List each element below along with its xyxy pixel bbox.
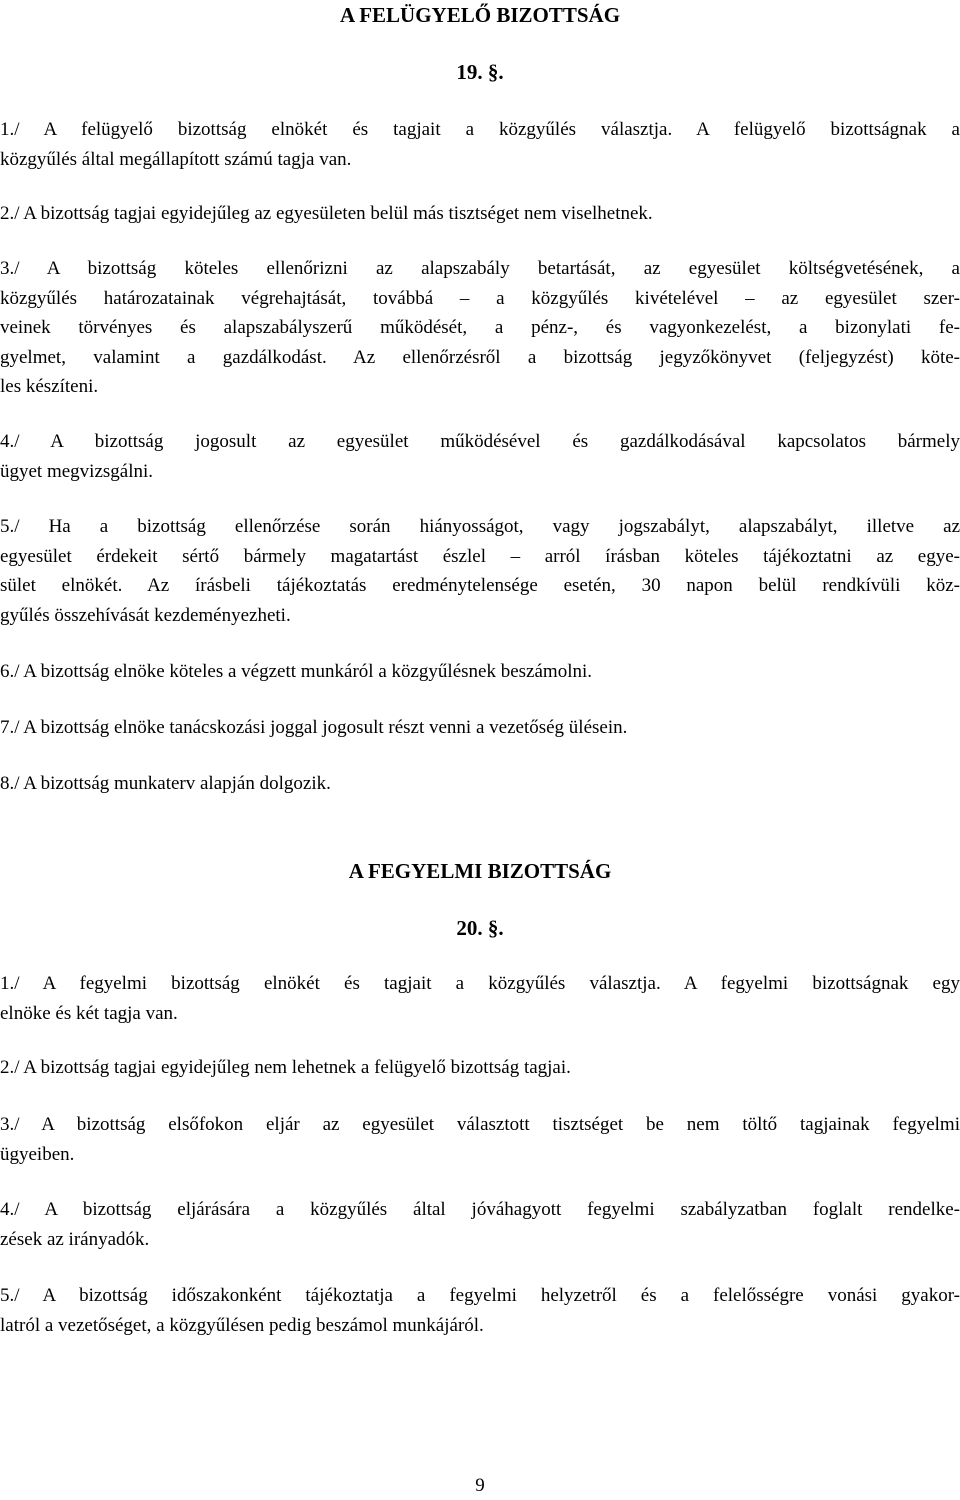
paragraph-19-1 bbox=[0, 115, 960, 174]
paragraph-line: 4./ A bizottság jogosult az egyesület működésével és gazdálkodásával kapcsolatos bármely bbox=[0, 431, 960, 452]
paragraph-20-5 bbox=[0, 1281, 960, 1340]
paragraph-19-3 bbox=[0, 254, 960, 402]
paragraph-19-7 bbox=[0, 713, 960, 743]
paragraph-line: les készíteni. bbox=[0, 376, 99, 397]
paragraph-line: ügyeiben. bbox=[0, 1143, 75, 1165]
section-number-19: 19. §. bbox=[456, 60, 504, 84]
paragraph-line: ügyet megvizsgálni. bbox=[0, 460, 154, 482]
paragraph-19-5 bbox=[0, 512, 960, 630]
paragraph-line: 4./ A bizottság eljárására a közgyűlés által jóváhagyott fegyelmi szabályzatban foglalt rendelke- bbox=[0, 1199, 960, 1220]
paragraph-20-2 bbox=[0, 1053, 960, 1083]
paragraph-line: 2./ A bizottság tagjai egyidejűleg nem lehetnek a felügyelő bizottság tagjai. bbox=[0, 1057, 571, 1078]
paragraph-20-1 bbox=[0, 969, 960, 1028]
paragraph-line: közgyűlés által megállapított számú tagja van. bbox=[0, 148, 352, 170]
paragraph-19-6 bbox=[0, 657, 960, 687]
paragraph-line: sület elnökét. Az írásbeli tájékoztatás eredménytelensége esetén, 30 napon belül rendkívüli köz- bbox=[0, 575, 960, 596]
paragraph-line: egyesület érdekeit sértő bármely magatartást észlel – arról írásban köteles tájékoztatni az egye- bbox=[0, 545, 960, 567]
paragraph-20-3 bbox=[0, 1110, 960, 1169]
paragraph-line: elnöke és két tagja van. bbox=[0, 1002, 178, 1024]
paragraph-line: 2./ A bizottság tagjai egyidejűleg az egyesületen belül más tisztséget nem viselhetnek. bbox=[0, 203, 653, 224]
paragraph-line: 6./ A bizottság elnöke köteles a végzett munkáról a közgyűlésnek beszámolni. bbox=[0, 661, 593, 682]
paragraph-line: 1./ A felügyelő bizottság elnökét és tagjait a közgyűlés választja. A felügyelő bizottságnak a bbox=[0, 119, 960, 140]
paragraph-line: 5./ A bizottság időszakonként tájékoztatja a fegyelmi helyzetről és a felelősségre vonási gyakor- bbox=[0, 1285, 960, 1306]
paragraph-line: gyelmet, valamint a gazdálkodást. Az ellenőrzésről a bizottság jegyzőkönyvet (feljegyzést) köte- bbox=[0, 346, 960, 368]
paragraph-line: 3./ A bizottság elsőfokon eljár az egyesület választott tisztséget be nem töltő tagjainak fegyelmi bbox=[0, 1114, 960, 1135]
paragraph-line: 1./ A fegyelmi bizottság elnökét és tagjait a közgyűlés választja. A fegyelmi bizottságnak egy bbox=[0, 973, 960, 994]
paragraph-20-4 bbox=[0, 1195, 960, 1254]
paragraph-line: 7./ A bizottság elnöke tanácskozási joggal jogosult részt venni a vezetőség ülésein. bbox=[0, 717, 628, 738]
section-number-20: 20. §. bbox=[456, 916, 504, 940]
paragraph-line: 3./ A bizottság köteles ellenőrizni az alapszabály betartását, az egyesület költségvetésének, a bbox=[0, 258, 960, 279]
paragraph-line: latról a vezetőséget, a közgyűlésen pedig beszámol munkájáról. bbox=[0, 1314, 484, 1336]
section-title-fegyelmi-bizottsag: A FEGYELMI BIZOTTSÁG bbox=[348, 859, 612, 883]
paragraph-19-2 bbox=[0, 199, 960, 229]
paragraph-19-4 bbox=[0, 427, 960, 486]
paragraph-line: zések az irányadók. bbox=[0, 1228, 150, 1250]
paragraph-line: veinek törvényes és alapszabályszerű működését, a pénz-, és vagyonkezelést, a bizonylati fe- bbox=[0, 317, 960, 338]
page-number: 9 bbox=[475, 1475, 485, 1496]
paragraph-line: 5./ Ha a bizottság ellenőrzése során hiányosságot, vagy jogszabályt, alapszabályt, illetve az bbox=[0, 516, 960, 537]
paragraph-line: 8./ A bizottság munkaterv alapján dolgozik. bbox=[0, 773, 331, 794]
paragraph-line: gyűlés összehívását kezdeményezheti. bbox=[0, 604, 291, 626]
paragraph-line: közgyűlés határozatainak végrehajtását, továbbá – a közgyűlés kivételével – az egyesület szer- bbox=[0, 287, 960, 309]
paragraph-19-8 bbox=[0, 769, 960, 799]
section-title-felugyelo-bizottsag: A FELÜGYELŐ BIZOTTSÁG bbox=[339, 3, 621, 27]
